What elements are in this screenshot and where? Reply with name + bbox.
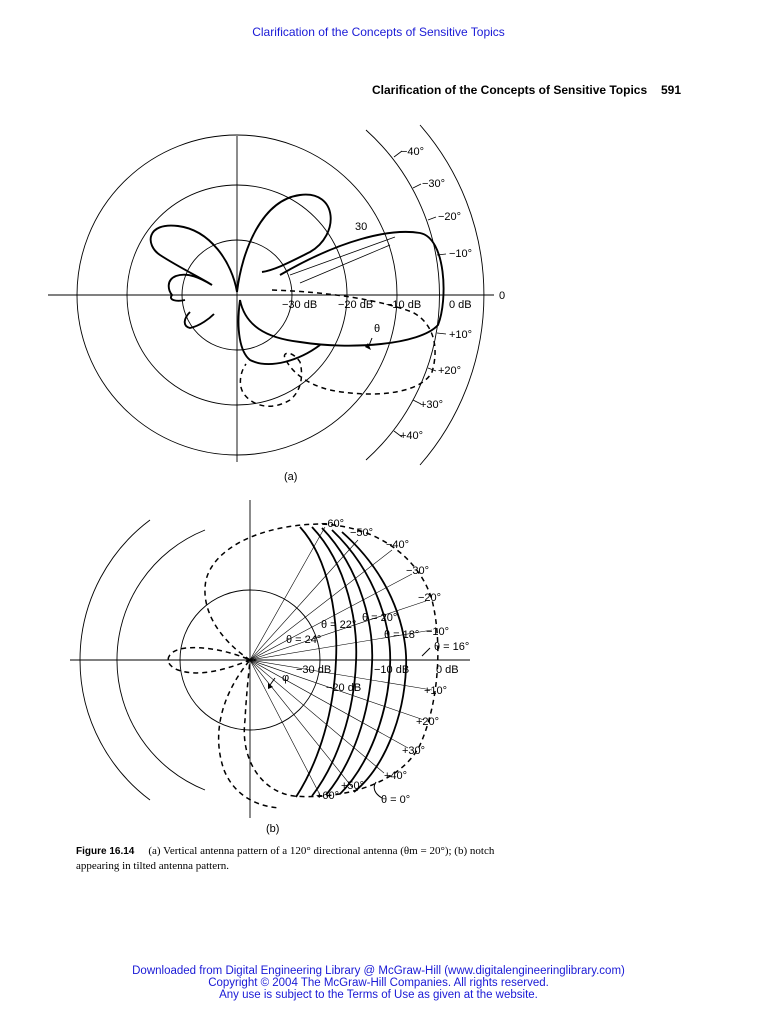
angle-label-p10: +10°: [424, 685, 448, 697]
theta-label-24: θ = 24°: [286, 634, 322, 646]
tick-m30: [413, 184, 421, 188]
theta16-pointer: [422, 648, 430, 656]
top-link[interactable]: Clarification of the Concepts of Sensitive Topics: [252, 25, 505, 39]
phi-label: φ: [282, 672, 290, 684]
page-number: 591: [661, 83, 682, 97]
angle-label-m30: −30°: [406, 565, 430, 577]
caption-text: (a) Vertical antenna pattern of a 120° directional antenna (θm = 20°); (b) notch appearing in tilted antenna pattern.: [76, 845, 495, 872]
theta-label-20: θ = 20°: [362, 612, 398, 624]
angle-label-p50: +50°: [341, 780, 365, 792]
figure-a: [0, 120, 757, 490]
db-label-m20: −20 dB: [326, 682, 362, 694]
angle-label-m20: −20°: [438, 211, 462, 223]
figure-a-label: (a): [284, 471, 298, 483]
figure-caption: [76, 844, 516, 873]
db-label-m10: −10 dB: [374, 664, 410, 676]
footer-line-1[interactable]: Downloaded from Digital Engineering Library @ McGraw-Hill (www.digitalengineeringlibrary.com): [132, 965, 625, 977]
angle-label-0: 0: [499, 290, 506, 302]
db-label-0: 0 dB: [449, 299, 472, 311]
db-label-m30: −30 dB: [282, 299, 318, 311]
angle-label-m40: −40°: [386, 539, 410, 551]
db-label-0: 0 dB: [436, 664, 459, 676]
angle-label-p20: +20°: [438, 365, 462, 377]
footer: [0, 965, 757, 1001]
db-label-m20: −20 dB: [338, 299, 374, 311]
figure-b-label: (b): [266, 823, 280, 835]
running-head: Clarification of the Concepts of Sensitive Topics: [372, 83, 648, 97]
tick-p10: [437, 333, 446, 334]
angle-label-p20: +20°: [416, 716, 440, 728]
angle-label-m50: −50°: [350, 527, 374, 539]
angle-label-p60: +60°: [316, 790, 340, 802]
theta-label-0: θ = 0°: [381, 794, 411, 806]
theta-label: θ: [374, 323, 381, 335]
pointer-30: [290, 237, 395, 275]
marker-30: 30: [355, 221, 368, 233]
angle-label-m10: −10°: [426, 626, 450, 638]
theta-label-18: θ = 18°: [384, 629, 420, 641]
figure-b: [0, 495, 757, 840]
solid-patterns: [296, 527, 406, 797]
theta-label-22: θ = 22°: [321, 619, 357, 631]
angle-label-m20: −20°: [418, 592, 442, 604]
solid-pattern: [151, 195, 444, 364]
angle-label-p40: +40°: [384, 770, 408, 782]
angle-label-m60: −60°: [321, 518, 345, 530]
angle-label-p30: +30°: [402, 745, 426, 757]
angle-label-m40: −40°: [401, 146, 425, 158]
db-label-m30: −30 dB: [296, 664, 332, 676]
tick-m20: [428, 217, 436, 220]
theta-label-16: θ = 16°: [434, 641, 470, 653]
angle-label-p10: +10°: [449, 329, 473, 341]
footer-line-3: Any use is subject to the Terms of Use as given at the website.: [219, 989, 538, 1001]
angle-label-m30: −30°: [422, 178, 446, 190]
angle-label-p40: +40°: [400, 430, 424, 442]
angle-label-m10: −10°: [449, 248, 473, 260]
db-label-m10: −10 dB: [386, 299, 422, 311]
caption-label: Figure 16.14: [76, 846, 135, 857]
footer-line-2: Copyright © 2004 The McGraw-Hill Companies. All rights reserved.: [208, 977, 549, 989]
angle-label-p30: +30°: [420, 399, 444, 411]
